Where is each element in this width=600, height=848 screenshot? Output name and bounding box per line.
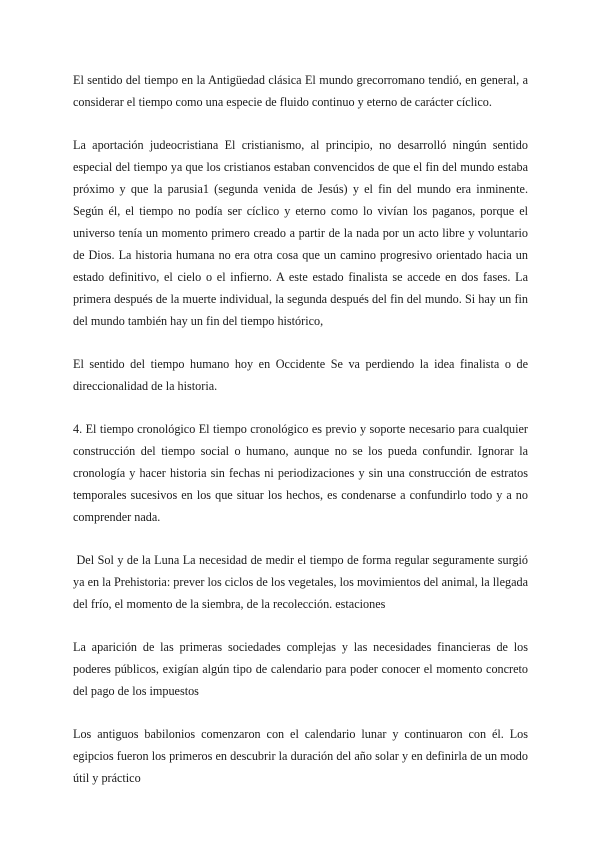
paragraph-babylonians-egyptians: Los antiguos babilonios comenzaron con el calendario lunar y continuaron con él. Los egipcios fueron los primeros en descubrir la duración del año solar y en definirla de un modo útil y práctico	[73, 727, 528, 785]
document-body	[73, 69, 532, 810]
paragraph-complex-societies: La aparición de las primeras sociedades complejas y las necesidades financieras de los poderes públicos, exigían algún tipo de calendario para poder conocer el momento concreto del pago de los impuestos	[73, 640, 528, 698]
paragraph-sun-and-moon: Del Sol y de la Luna La necesidad de medir el tiempo de forma regular seguramente surgió ya en la Prehistoria: prever los ciclos de los vegetales, los movimientos del animal, la llegada del frío, el momento de la siembra, de la recolección. estaciones	[73, 553, 532, 611]
paragraph-chronological-time: 4. El tiempo cronológico El tiempo cronológico es previo y soporte necesario para cualquier construcción del tiempo social o humano, aunque no se los pueda confundir. Ignorar la cronología y hacer historia sin fechas ni periodizaciones y sin una construcción de estratos temporales sucesivos en los que situar los hechos, es condenarse a confundirlo todo y a no comprender nada.	[73, 422, 528, 524]
paragraph-classical-antiquity: El sentido del tiempo en la Antigüedad clásica El mundo grecorromano tendió, en general, a considerar el tiempo como una especie de fluido continuo y eterno de carácter cíclico.	[73, 73, 528, 109]
paragraph-judeo-christian: La aportación judeocristiana El cristianismo, al principio, no desarrolló ningún sentido especial del tiempo ya que los cristianos estaban convencidos de que el fin del mundo estaba próximo y que la parusia1 (segunda venida de Jesús) y el fin del mundo era inminente. Según él, el tiempo no podía ser cíclico y eterno como lo vivían los paganos, porque el universo tenía un momento primero creado a partir de la nada por un acto libre y voluntario de Dios. La historia humana no era otra cosa que un camino progresivo orientado hacia un estado definitivo, el cielo o el infierno. A este estado finalista se accede en dos fases. La primera después de la muerte individual, la segunda después del fin del mundo. Si hay un fin del mundo también hay un fin del tiempo histórico,	[73, 138, 528, 328]
paragraph-modern-west: El sentido del tiempo humano hoy en Occidente Se va perdiendo la idea finalista o de direccionalidad de la historia.	[73, 357, 528, 393]
